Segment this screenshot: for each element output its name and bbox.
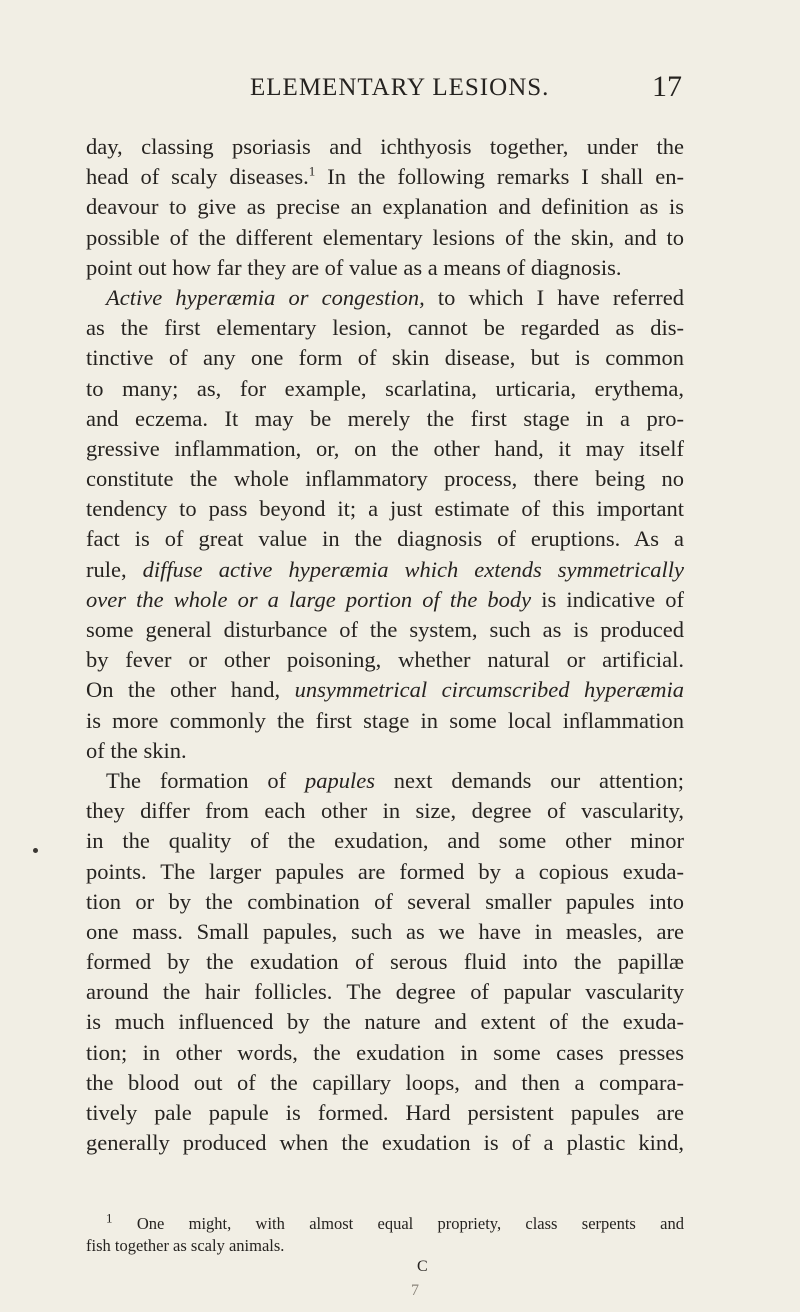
text-line: is much influenced by the nature and extent of the exuda-	[86, 1009, 684, 1035]
text-line: The formation of papules next demands our attention;	[106, 767, 684, 793]
footnotes	[86, 1210, 684, 1257]
footnote-line: $^1$ One might, with almost equal propriety, class serpents and	[106, 1210, 684, 1233]
text-line: tinctive of any one form of skin disease, but is common	[86, 345, 684, 371]
text-line: one mass. Small papules, such as we have in measles, are	[86, 918, 684, 944]
text-line: points. The larger papules are formed by a copious exuda-	[86, 858, 684, 884]
text-line: tion; in other words, the exudation in some cases presses	[86, 1039, 684, 1065]
text-line: gressive inflammation, or, on the other hand, it may itself	[86, 435, 684, 461]
text-line: generally produced when the exudation is of a plastic kind,	[86, 1130, 684, 1156]
footnote-line: fish together as scaly animals.	[86, 1236, 285, 1255]
text-line: constitute the whole inflammatory process, there being no	[86, 466, 684, 492]
signature-mark: C	[417, 1258, 428, 1275]
text-line: the blood out of the capillary loops, and then a compara-	[86, 1069, 684, 1095]
text-line: to many; as, for example, scarlatina, urticaria, erythema,	[86, 375, 684, 401]
text-line: around the hair follicles. The degree of papular vascularity	[86, 979, 684, 1005]
body-text	[86, 132, 684, 1158]
text-line: by fever or other poisoning, whether natural or artificial.	[86, 647, 684, 673]
text-line: Active hyperæmia or congestion, to which I have referred	[106, 284, 684, 310]
text-line: over the whole or a large portion of the body is indicative of	[86, 586, 684, 612]
margin-mark	[33, 848, 38, 853]
text-line: in the quality of the exudation, and some other minor	[86, 828, 684, 854]
text-line: they differ from each other in size, degree of vascularity,	[86, 798, 684, 824]
text-line: of the skin.	[86, 737, 187, 763]
text-line: is more commonly the first stage in some local inflammation	[86, 707, 684, 733]
footnote-marker: 1	[308, 163, 316, 179]
text-line: some general disturbance of the system, such as is produced	[86, 617, 684, 642]
text-line: tendency to pass beyond it; a just estimate of this important	[86, 496, 684, 522]
text-line: possible of the different elementary lesions of the skin, and to	[86, 224, 684, 250]
text-line: fact is of great value in the diagnosis of eruptions. As a	[86, 526, 684, 552]
text-line: point out how far they are of value as a means of diagnosis.	[86, 254, 622, 280]
text-line: head of scaly diseases.$^1$ In the following remarks I shall en-	[86, 163, 684, 190]
text-line: as the first elementary lesion, cannot be regarded as dis-	[86, 315, 684, 341]
page-number: 17	[652, 70, 682, 103]
text-line: On the other hand, unsymmetrical circumscribed hyperæmia	[86, 677, 685, 703]
text-line: day, classing psoriasis and ichthyosis together, under the	[86, 134, 684, 159]
text-line: rule, diffuse active hyperæmia which extends symmetrically	[86, 556, 684, 582]
text-line: tion or by the combination of several smaller papules into	[86, 888, 684, 914]
text-line: formed by the exudation of serous fluid into the papillæ	[86, 949, 684, 975]
footnote-number: 1	[106, 1210, 113, 1226]
text-line: and eczema. It may be merely the first stage in a pro-	[86, 405, 684, 431]
running-head: ELEMENTARY LESIONS.	[250, 74, 550, 101]
stray-mark: 7	[411, 1282, 419, 1299]
text-line: tively pale papule is formed. Hard persistent papules are	[86, 1100, 684, 1125]
text-line: deavour to give as precise an explanation and definition as is	[86, 194, 684, 220]
